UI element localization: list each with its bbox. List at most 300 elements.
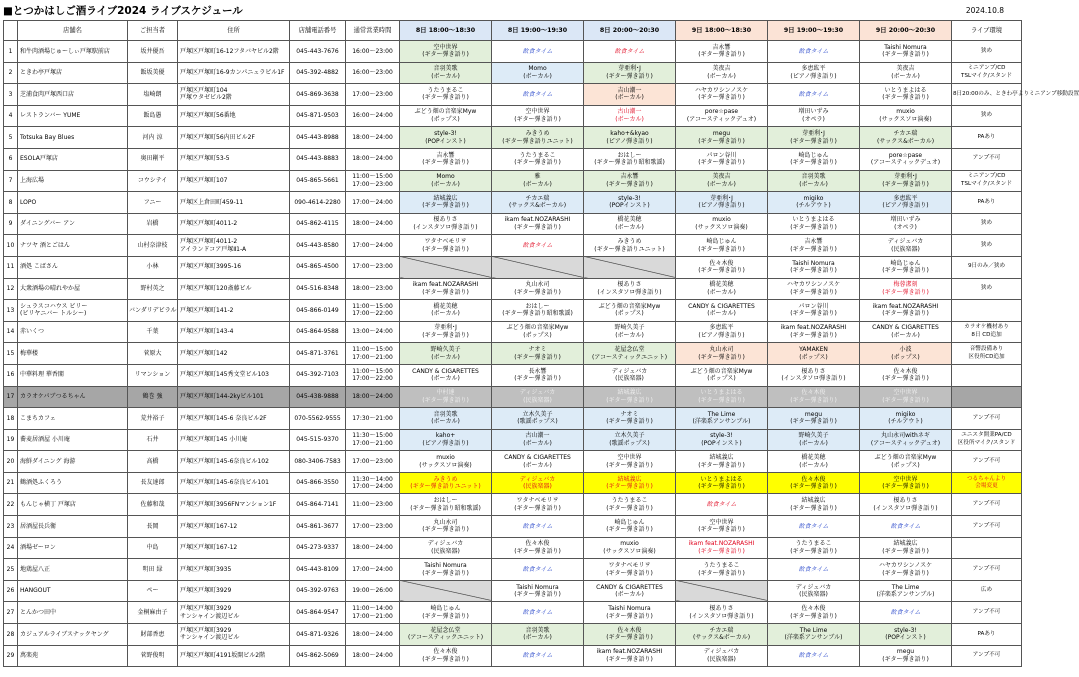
row-number: 10 — [4, 235, 18, 257]
performer-name: 野崎久美子 — [430, 346, 461, 354]
contact-person: 明田 緑 — [128, 559, 178, 581]
venue-name: ダイニングバー アン — [18, 213, 128, 235]
slot-cell — [676, 429, 768, 451]
performer-genre: (ピアノ弾き語り) — [790, 72, 837, 80]
column-header: 住所 — [178, 21, 290, 41]
performer-genre: (洋楽系アンサンブル) — [784, 634, 843, 642]
performer-name: 芽亜利･J — [894, 173, 917, 181]
performer-genre: (ピアノ弾き語り) — [698, 202, 745, 210]
column-header: 8日 18:00～18:30 — [400, 21, 492, 41]
slot-cell — [584, 494, 676, 516]
performer-name: Taishi Nomura — [516, 583, 559, 591]
slot-cell — [768, 213, 860, 235]
slot-cell — [492, 516, 584, 538]
performer-name: チカエ瑞 — [525, 194, 550, 202]
performer-genre: (ボーカル) — [891, 72, 920, 80]
venue-name: 居酒屋長兵衛 — [18, 516, 128, 538]
slot-cell — [676, 256, 768, 278]
performer-name: チカエ瑞 — [893, 130, 918, 138]
column-header: 8日 20:00～20:30 — [584, 21, 676, 41]
performer-genre: (ギター弾き語り) — [882, 180, 929, 188]
venue-name: 酒処 こばさん — [18, 256, 128, 278]
slot-cell — [584, 192, 676, 214]
slot-cell — [676, 321, 768, 343]
row-number: 11 — [4, 256, 18, 278]
slot-cell — [768, 84, 860, 106]
live-environment: PAあり — [952, 192, 1022, 214]
performer-name: ikam feat.NOZARASHI — [596, 648, 663, 656]
performer-genre: (ギター弾き語り) — [422, 612, 469, 620]
performer-genre: (ボーカル) — [431, 180, 460, 188]
performer-genre: (サックス&ボーカル) — [508, 202, 567, 210]
venue-name: HANGOUT — [18, 580, 128, 602]
performer-name: pore☆pase — [888, 151, 923, 159]
performer-name: 飲食タイム — [522, 652, 553, 660]
performer-genre: (サックス&ボーカル) — [876, 137, 935, 145]
performer-name: Taishi Nomura — [424, 561, 467, 569]
performer-genre: (ギター弾き語り) — [882, 375, 929, 383]
live-environment — [952, 364, 1022, 386]
venue-address: 戸塚区戸塚町167-12 — [178, 516, 290, 538]
performer-genre: (ボーカル) — [799, 180, 828, 188]
venue-address: 戸塚区戸塚町4011-2 — [178, 213, 290, 235]
performer-genre: (POPインスト) — [425, 137, 466, 145]
venue-address: 戸塚区戸塚町145-6奈良ビル101 — [178, 472, 290, 494]
slot-cell — [676, 278, 768, 300]
venue-name: LOPO — [18, 192, 128, 214]
performer-genre: (POPインスト) — [701, 439, 742, 447]
performer-genre: (インスタソロ弾き語り) — [781, 375, 846, 383]
slot-cell — [768, 645, 860, 667]
performer-genre: (アコースティックデュオ) — [686, 116, 757, 124]
performer-genre: (ギター弾き語り) — [514, 353, 561, 361]
performer-name: ハヤカワシンノスケ — [786, 281, 841, 289]
performer-name: 芽亜利･J — [710, 194, 733, 202]
slot-cell — [584, 127, 676, 149]
performer-genre: (アコースティックデュオ) — [870, 439, 941, 447]
performer-genre: (ギター弾き語り) — [882, 483, 929, 491]
business-hours: 17:00～24:00 — [346, 192, 400, 214]
performer-name: いとうまよはる — [884, 86, 927, 94]
slot-cell — [860, 537, 952, 559]
performer-name: 長永響 — [528, 367, 547, 375]
row-number: 21 — [4, 472, 18, 494]
slot-cell — [492, 84, 584, 106]
performer-genre: (ギター弾き語り) — [698, 159, 745, 167]
performer-genre: (チルアウト) — [888, 418, 923, 426]
performer-name: 飲食タイム — [890, 608, 921, 616]
column-header: 店舗名 — [18, 21, 128, 41]
performer-name: 空中世界 — [617, 453, 642, 461]
slot-cell — [860, 472, 952, 494]
slot-cell — [768, 580, 860, 602]
slot-cell — [492, 386, 584, 408]
venue-name: 酒場ゼーロン — [18, 537, 128, 559]
slot-cell — [492, 321, 584, 343]
performer-genre: (ボーカル) — [431, 353, 460, 361]
live-environment: アンプ不可 — [952, 645, 1022, 667]
row-number: 27 — [4, 602, 18, 624]
performer-name: 多恵紘平 — [709, 324, 734, 332]
performer-name: muxio — [436, 453, 455, 461]
performer-genre: (ギター弾き語り) — [606, 396, 653, 404]
slot-cell — [492, 62, 584, 84]
slot-cell — [584, 537, 676, 559]
performer-genre: (ギター弾き語り) — [606, 655, 653, 663]
page-title: ■とつかはしご酒ライブ2024 ライブスケジュール — [3, 5, 243, 17]
performer-genre: (ギター弾き語り) — [514, 116, 561, 124]
performer-genre: (ボーカル) — [707, 310, 736, 318]
venue-address: 戸塚区戸塚町107 — [178, 170, 290, 192]
table-row — [4, 278, 1022, 300]
slot-cell — [676, 62, 768, 84]
performer-genre: (ギター弾き語り) — [790, 332, 837, 340]
live-environment: 8日20:00のみ、ときわ亭よりミニアンプ移動設置 — [952, 84, 1022, 106]
performer-genre: (ポップス) — [799, 353, 828, 361]
performer-name: ぶどう畑の音楽家Myw — [874, 453, 937, 461]
performer-genre: (ギター弾き語り) — [790, 267, 837, 275]
performer-genre: (ギター弾き語り) — [606, 180, 653, 188]
contact-person: リマンション — [128, 364, 178, 386]
venue-phone: 045-865-4500 — [290, 256, 346, 278]
performer-name: みきうめ — [617, 238, 642, 246]
slot-cell — [400, 278, 492, 300]
performer-name: 空中世界 — [525, 108, 550, 116]
performer-name: いとうまよはる — [700, 389, 743, 397]
performer-genre: (ギター弾き語り) — [422, 288, 469, 296]
slot-cell — [492, 580, 584, 602]
slot-cell — [584, 213, 676, 235]
slot-cell — [400, 235, 492, 257]
row-number: 17 — [4, 386, 18, 408]
column-header: 8日 19:00～19:30 — [492, 21, 584, 41]
table-row — [4, 645, 1022, 667]
performer-name: 立木久美子 — [614, 432, 645, 440]
performer-name: 古山潮一 — [617, 108, 642, 116]
slot-cell — [768, 451, 860, 473]
slot-cell — [768, 148, 860, 170]
contact-person: 金桐麻由子 — [128, 602, 178, 624]
row-number: 4 — [4, 105, 18, 127]
performer-name: YAMAKEN — [799, 346, 828, 354]
slot-cell — [400, 451, 492, 473]
slot-cell — [492, 429, 584, 451]
performer-genre: (歌謡ポップス) — [517, 418, 558, 426]
performer-name: うたうまるこ — [703, 561, 740, 569]
venue-address: 戸塚区戸塚町3995-16 — [178, 256, 290, 278]
slot-cell — [492, 602, 584, 624]
column-header: 9日 19:00～19:30 — [768, 21, 860, 41]
venue-name: 蕎麦居酒屋 小川庵 — [18, 429, 128, 451]
row-number: 18 — [4, 408, 18, 430]
table-row — [4, 386, 1022, 408]
performer-name: 空中世界 — [433, 43, 458, 51]
performer-genre: (ギター弾き語り) — [698, 51, 745, 59]
slot-cell — [768, 300, 860, 322]
performer-genre: (ギター弾き語り) — [790, 418, 837, 426]
performer-name: 飲食タイム — [798, 652, 829, 660]
performer-genre: (ギター弾き語り) — [882, 547, 929, 555]
performer-name: Momo — [528, 65, 547, 73]
performer-name: おはしー — [433, 497, 458, 505]
performer-name: ナオミ — [620, 410, 639, 418]
slot-cell — [860, 559, 952, 581]
performer-genre: (POPインスト) — [609, 202, 650, 210]
slot-cell — [860, 213, 952, 235]
performer-genre: (ギター弾き語り) — [422, 202, 469, 210]
slot-cell — [584, 580, 676, 602]
venue-phone: 045-864-7141 — [290, 494, 346, 516]
slot-cell — [860, 364, 952, 386]
row-number: 29 — [4, 645, 18, 667]
performer-name: 丸山永司 — [433, 518, 458, 526]
performer-genre: (ギター弾き語り) — [606, 72, 653, 80]
performer-name: 芽亜利･J — [618, 65, 641, 73]
slot-cell — [584, 516, 676, 538]
live-environment: ミニアンプ/CD TSLマイク/スタンド — [952, 170, 1022, 192]
slot-cell — [584, 170, 676, 192]
venue-phone: 045-871-3761 — [290, 343, 346, 365]
performer-name: 空中世界 — [893, 475, 918, 483]
performer-name: CANDY & CIGARETTES — [688, 302, 755, 310]
contact-person: 鶴巻 強 — [128, 386, 178, 408]
table-row — [4, 213, 1022, 235]
venue-phone: 045-862-4115 — [290, 213, 346, 235]
performer-genre: (ボーカル) — [799, 461, 828, 469]
live-environment: PAあり — [952, 624, 1022, 646]
slot-cell — [860, 343, 952, 365]
table-row — [4, 343, 1022, 365]
slot-cell — [584, 645, 676, 667]
venue-name: 中華料理 華香閣 — [18, 364, 128, 386]
slot-cell — [584, 408, 676, 430]
performer-name: ディジュバカ — [519, 389, 556, 397]
performer-genre: (ギター弾き語りユニット) — [594, 245, 665, 253]
venue-phone: 045-443-8580 — [290, 235, 346, 257]
performer-name: 飲食タイム — [522, 241, 553, 249]
performer-genre: (ギター弾き語り) — [422, 94, 469, 102]
slot-cell — [676, 386, 768, 408]
slot-cell — [584, 300, 676, 322]
performer-name: ハヤカワシンノスケ — [694, 86, 749, 94]
venue-name: 鶴酒処ふくろう — [18, 472, 128, 494]
performer-name: 飲食タイム — [890, 522, 921, 530]
venue-phone: 045-516-8348 — [290, 278, 346, 300]
performer-genre: (ボーカル) — [615, 224, 644, 232]
slot-cell — [400, 321, 492, 343]
performer-name: 芽亜利･J — [434, 324, 457, 332]
live-environment: 狭め — [952, 235, 1022, 257]
performer-name: kaho+ — [435, 432, 456, 440]
slot-cell — [860, 235, 952, 257]
slot-cell — [676, 408, 768, 430]
business-hours: 18:00～24:00 — [346, 127, 400, 149]
performer-name: 榎ありさ — [893, 497, 918, 505]
performer-genre: (ギター弾き語り) — [606, 418, 653, 426]
table-row — [4, 192, 1022, 214]
table-row — [4, 364, 1022, 386]
slot-cell — [400, 127, 492, 149]
performer-name: ぶどう畑の音楽家Myw — [690, 367, 753, 375]
performer-name: 野崎久美子 — [798, 432, 829, 440]
slot-cell — [492, 624, 584, 646]
row-number: 9 — [4, 213, 18, 235]
slot-cell — [400, 559, 492, 581]
slot-cell — [400, 364, 492, 386]
performer-name: 飲食タイム — [522, 47, 553, 55]
live-environment: カラオケ機材あり 8日 CD追加 — [952, 321, 1022, 343]
contact-person: ペー — [128, 580, 178, 602]
venue-address: 戸塚区上倉田町459-11 — [178, 192, 290, 214]
slot-cell — [584, 235, 676, 257]
slot-cell — [584, 105, 676, 127]
slot-cell — [400, 105, 492, 127]
live-environment: つるちゃんより 会場変更 — [952, 472, 1022, 494]
performer-genre: (サックスソロ演奏) — [419, 461, 472, 469]
table-row — [4, 84, 1022, 106]
slot-cell — [584, 148, 676, 170]
header — [0, 0, 1024, 20]
venue-phone: 045-862-5069 — [290, 645, 346, 667]
performer-name: megu — [712, 130, 731, 138]
performer-genre: (ギター弾き語り) — [882, 94, 929, 102]
performer-genre: (民族楽器) — [523, 396, 552, 404]
venue-phone: 045-869-3638 — [290, 84, 346, 106]
business-hours: 17:00～23:00 — [346, 84, 400, 106]
performer-name: 立木久美子 — [522, 410, 553, 418]
performer-genre: (インスタソロ弾き語り) — [689, 612, 754, 620]
slot-cell — [860, 105, 952, 127]
performer-genre: (ギター弾き語り) — [606, 483, 653, 491]
venue-phone: 045-871-9326 — [290, 624, 346, 646]
slot-cell — [768, 62, 860, 84]
row-number: 13 — [4, 300, 18, 322]
performer-genre: (オペラ) — [802, 116, 825, 124]
performer-genre: (民族楽器) — [523, 483, 552, 491]
slot-cell — [768, 386, 860, 408]
performer-name: ikam feat.NOZARASHI — [412, 281, 479, 289]
performer-name: ikam feat.NOZARASHI — [688, 540, 755, 548]
performer-name: The Lime — [799, 626, 828, 634]
business-hours: 16:00～23:00 — [346, 41, 400, 63]
performer-genre: (ポップス) — [891, 353, 920, 361]
slot-cell — [768, 516, 860, 538]
performer-genre: (ギター弾き語り) — [790, 137, 837, 145]
business-hours: 17:00～24:00 — [346, 559, 400, 581]
business-hours: 18:00～23:00 — [346, 278, 400, 300]
performer-name: 飲食タイム — [798, 522, 829, 530]
slot-cell — [584, 321, 676, 343]
performer-genre: (ギター弾き語りユニット) — [410, 483, 481, 491]
performer-genre: (ギター弾き語り) — [882, 288, 929, 296]
performer-name: 吉永響 — [620, 173, 639, 181]
slot-cell — [860, 580, 952, 602]
performer-genre: (アコースティックユニット) — [591, 353, 668, 361]
performer-genre: (ギター弾き語り) — [422, 332, 469, 340]
table-row — [4, 559, 1022, 581]
performer-name: 飲食タイム — [706, 500, 737, 508]
performer-name: 飲食タイム — [522, 608, 553, 616]
performer-name: 多恵紘平 — [801, 65, 826, 73]
performer-name: 崎島じゅん — [430, 605, 461, 613]
slot-cell — [492, 105, 584, 127]
slot-cell — [676, 235, 768, 257]
venue-name: とんかつ田中 — [18, 602, 128, 624]
performer-genre: (ギター弾き語り) — [606, 634, 653, 642]
slot-cell — [768, 321, 860, 343]
contact-person: 菅野俊明 — [128, 645, 178, 667]
slot-cell — [492, 148, 584, 170]
performer-name: ぶどう畑の音楽家Myw — [414, 108, 477, 116]
performer-name: 佐々木俊 — [525, 540, 550, 548]
live-environment: 音響設備あり 区役所CD追加 — [952, 343, 1022, 365]
performer-name: 崎島じゅん — [706, 238, 737, 246]
performer-name: ワタナベモリヲ — [608, 561, 651, 569]
table-row — [4, 580, 1022, 602]
performer-name: 野崎久美子 — [614, 324, 645, 332]
performer-name: いとうまよはる — [700, 475, 743, 483]
performer-genre: (民族楽器) — [799, 591, 828, 599]
row-number: 14 — [4, 321, 18, 343]
table-row — [4, 62, 1022, 84]
performer-name: 芽亜利･J — [802, 130, 825, 138]
performer-name: 空中世界 — [709, 518, 734, 526]
live-environment: アンプ不可 — [952, 451, 1022, 473]
business-hours: 18:00～24:00 — [346, 386, 400, 408]
performer-name: ナオミ — [528, 346, 547, 354]
venue-name: 和牛肉酒場じゅーしぃ戸塚駅前店 — [18, 41, 128, 63]
slot-cell — [768, 105, 860, 127]
performer-genre: (民族楽器) — [891, 245, 920, 253]
performer-name: 吉永響 — [804, 238, 823, 246]
venue-phone: 045-392-4882 — [290, 62, 346, 84]
performer-genre: (インスタソロ弾き語り) — [873, 504, 938, 512]
row-number: 25 — [4, 559, 18, 581]
performer-genre: (ギター弾き語り昭和歌謡) — [502, 310, 573, 318]
performer-genre: (ギター弾き語り) — [514, 591, 561, 599]
row-number: 6 — [4, 148, 18, 170]
performer-genre: (ギター弾き語り) — [422, 396, 469, 404]
performer-name: muxio — [896, 108, 915, 116]
performer-name: 佐々木俊 — [801, 475, 826, 483]
table-body — [4, 41, 1079, 667]
business-hours: 19:00～26:00 — [346, 580, 400, 602]
performer-name: 多恵紘平 — [893, 194, 918, 202]
performer-genre: (ギター弾き語りユニット) — [502, 137, 573, 145]
venue-name: こまちカフェ — [18, 408, 128, 430]
slot-cell — [400, 516, 492, 538]
table-row — [4, 148, 1022, 170]
slot-cell — [492, 408, 584, 430]
slot-cell — [492, 256, 584, 278]
slot-cell — [492, 364, 584, 386]
performer-genre: (ギター弾き語り) — [698, 245, 745, 253]
performer-name: 佐々木俊 — [893, 367, 918, 375]
venue-address: 戸塚区戸塚町3929 サンシャイン渡辺ビル — [178, 602, 290, 624]
slot-cell — [768, 235, 860, 257]
performer-genre: (ギター弾き語り) — [790, 288, 837, 296]
slot-cell — [676, 127, 768, 149]
performer-genre: (ギター弾き語り) — [698, 137, 745, 145]
row-number: 8 — [4, 192, 18, 214]
contact-person: 飯島愚 — [128, 105, 178, 127]
column-header: ライブ環境 — [952, 21, 1022, 41]
performer-genre: (ギター弾き語り) — [698, 547, 745, 555]
contact-person: 財部香恵 — [128, 624, 178, 646]
venue-phone: 045-392-7103 — [290, 364, 346, 386]
performer-name: Taishi Nomura — [608, 605, 651, 613]
live-environment — [952, 537, 1022, 559]
